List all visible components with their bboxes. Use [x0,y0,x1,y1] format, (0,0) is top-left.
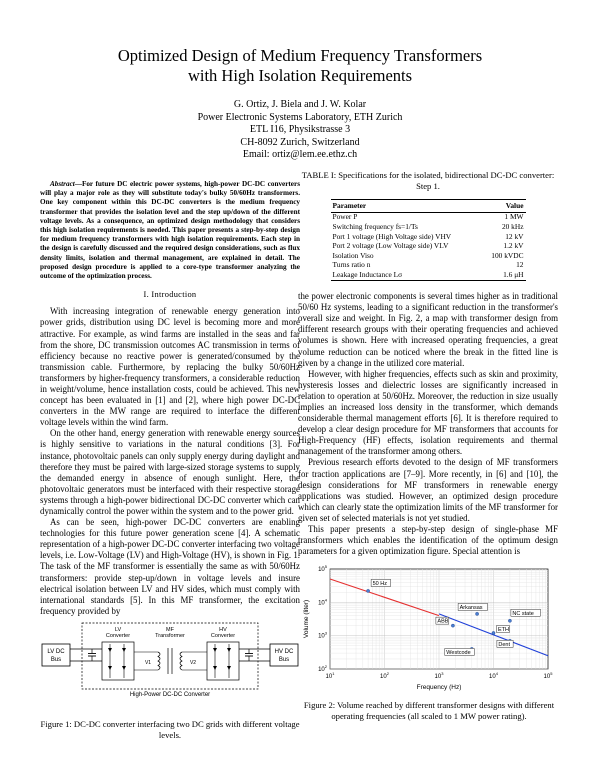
authors: G. Ortiz, J. Biela and J. W. Kolar [233,99,367,110]
x-tick-label: $10^4$ [489,671,498,680]
y-tick-label: $10^4$ [318,597,327,607]
affiliation: Power Electronic Systems Laboratory, ETH Zurich [197,111,403,123]
lv-converter-block [102,642,134,680]
table-header-row [331,200,526,213]
mf-transformer-label-2: Transformer [155,633,185,639]
point-label: 50 Hz [372,580,387,587]
table-cell: Isolation Viso [332,250,374,260]
paragraph: This paper presents a step-by-step design of single-phase MF transformers which enables the identification of the optimum design parameters for a given optimization figure. Special attention is [298,524,558,557]
point-label: Dent [498,641,511,648]
data-point [492,631,495,634]
figure-2-caption: Figure 2: Volume reached by different transformer designs with different operating frequencies (all scaled to 1 MW power rating). [303,700,555,721]
volume-frequency-chart [300,563,558,691]
x-tick-label: $10^2$ [380,671,389,680]
y-tick-label: $10^3$ [318,630,327,640]
table-cell: Port 1 voltage (High Voltage side) VHV [332,231,452,241]
paragraph: As can be seen, high-power DC-DC converters are enabling technologies for this future power generation scene [4]. A schematic representation of a high-power DC-DC converter interfacing two voltage levels, i.e. Low-Voltage (LV) and High-Voltage (HV), is shown in Fig. 1. The task of the MF transformer is essentially the same as with 50/60Hz transformers: provide step-up/down in voltage levels and insure electrical isolation between LV and HV sides, which must comply with international standards [5]. In this MF transformer, the excitation frequency provided by [40,517,300,616]
lv-bus-label-2: Bus [50,657,62,663]
paper-title [0,46,600,86]
point-label: Arkansas [459,604,483,611]
lv-converter-label-2: Converter [105,633,131,639]
secondary-winding [180,652,182,670]
v2-label: V2 [189,660,197,666]
hv-converter-label: HV [219,627,227,633]
figure-1 [40,620,300,740]
primary-winding [158,652,160,670]
table-cell: 100 kVDC [491,250,524,260]
data-point [508,619,511,622]
table-cell: Turns ratio n [332,260,371,270]
table-cell: Port 2 voltage (Low Voltage side) VLV [332,241,449,251]
table-row [331,242,526,252]
table-1-caption: TABLE I: Specifications for the isolated, bidirectional DC-DC converter: Step 1. [301,170,555,191]
author-block [0,99,600,162]
abstract [40,180,300,281]
point-label: Westcode [446,649,471,656]
table-cell: Power P [332,212,358,222]
hv-bus-label-2: Bus [278,657,290,663]
table-cell: Switching frequency fs=1/Ts [332,221,418,231]
figure-2 [300,563,558,721]
point-label: ABB [437,618,449,625]
table-cell: 1.6 μH [481,270,525,280]
address-line-1: ETL I16, Physikstrasse 3 [249,124,351,136]
point-label: NC state [512,610,534,617]
figure-1-caption: Figure 1: DC-DC converter interfacing two DC grids with different voltage levels. [40,719,300,740]
y-tick-label: $10^5$ [318,564,327,573]
table-cell: 1 MW [504,212,524,222]
v1-label: V1 [144,660,152,666]
table-cell: 12 kV [505,231,524,241]
lv-converter-label: LV [114,627,122,633]
abstract-label: Abstract [50,180,75,188]
table-header-parameter: Parameter [331,200,482,213]
outer-label: High-Power DC-DC Converter [129,692,211,698]
data-point [475,612,478,615]
paragraph: With increasing integration of renewable energy generation into power grids, distribution using DC level is becoming more and more attractive. For example, as wind farms are installed in the seas and far from the shore, DC transmission outcomes AC transmission in terms of efficiency because no reactive power is generated/consumed by the transmission cable. Furthermore, by replacing the bulky 50/60Hz transformers by higher-frequency transformers, a considerable reduction in weight/volume, hence installation costs, could be achieved. This new concept has been evaluated in [1] and [2], where high power DC-DC converters in the MW range are required to interface the different voltage levels within the wind farm. [40,306,300,428]
email: Email: ortiz@lem.ee.ethz.ch [242,149,358,161]
table-header-value: Value [481,200,525,213]
table-row [331,270,526,280]
point-label: ETH [498,627,509,634]
hv-bus-label-1: HV DC [274,649,294,655]
right-column [298,170,558,557]
paragraph: However, with higher frequencies, effects such as skin and proximity, hysteresis losses and dielectric losses are significantly increased in relation to operation at 50/60Hz. Moreover, the reduction in size usually implies an increased loss density in the transformer, which demands considerable thermal management efforts [6]. It is therefore required to develop a clear design procedure for MF transformers that accounts for High-Frequency (HF) effects, isolation requirements and thermal management of the transformer among others. [298,368,558,457]
y-tick-label: $10^2$ [318,664,327,673]
table-cell: 12 [516,260,524,270]
address-line-2: CH-8092 Zurich, Switzerland [240,136,360,148]
table-cell: 20 kHz [501,221,524,231]
x-tick-label: $10^1$ [325,671,335,680]
hv-converter-label-2: Converter [210,633,236,639]
paragraph: the power electronic components is several times higher as in traditional 50/60 Hz systems, leading to a significant reduction in the transformer's overall size and weight. In Fig. 2, a map with transformer design from different research groups with their operating frequencies and achieved volumes is shown. Here with increased operating frequencies, a great volume reduction can be noticed where the break in the fitted line is given by a change in the utilized core material. [298,291,558,368]
y-axis-label: Volume (liter) [303,599,310,639]
abstract-text: —For future DC electric power systems, high-power DC-DC converters will play a major role as they will substitute today's bulky 50/60Hz transformers. One key component within this DC-DC converters is the medium frequency transformer that provides the isolation level and the step up/down of the different voltage levels. As a consequence, an optimized design methodology that considers this high isolation requirements is needed. This paper presents a step-by-step design for medium frequency transformers with high isolation requirements. Each step in the design is carefully discussed and the required design considerations, such as flux density limits, isolation and thermal management, are explained in detail. The proposed design procedure is applied to a core-type transformer analyzing the outcome of the optimization process. [40,180,300,281]
section-heading-introduction: I. Introduction [143,290,197,300]
hv-converter-block [207,642,239,680]
lv-bus-label-1: LV DC [47,649,65,655]
paragraph: On the other hand, energy generation with renewable energy sources is highly sensitive to variations in the natural conditions [3]. For instance, photovoltaic panels can only supply energy during daylight and therefore they must be paired with large-sized storage systems to supply the demanded energy in absence of enough sunlight. Here, the photovoltaic generators must be interfaced with their respective storage systems through a high-power bidirectional DC-DC converter which can dynamically control the power within the system and to the power grid. [40,428,300,517]
x-tick-label: $10^5$ [543,671,553,680]
left-column [40,180,300,617]
dc-dc-converter-diagram [40,620,300,700]
table-cell: 1.2 kV [503,241,524,251]
table-cell: Leakage Inductance Lσ [331,270,482,280]
x-axis-label: Frequency (Hz) [416,684,462,691]
table-row [331,223,526,233]
data-point [366,589,369,592]
title-line-1: Optimized Design of Medium Frequency Transformers [117,46,483,65]
spec-table [331,199,526,281]
paragraph: Previous research efforts devoted to the design of MF transformers for traction applications are [7–9]. More recently, in [6] and [10], the design considerations for MF transformers in renewable energy applications was studied. However, an optimized design procedure which can clearly state the optimization limits of the MF transformer for given set of selected materials is not yet studied. [298,457,558,523]
title-line-2: with High Isolation Requirements [187,66,413,85]
mf-transformer-label: MF [166,627,174,633]
data-point [451,624,454,627]
x-tick-label: $10^3$ [434,671,444,680]
